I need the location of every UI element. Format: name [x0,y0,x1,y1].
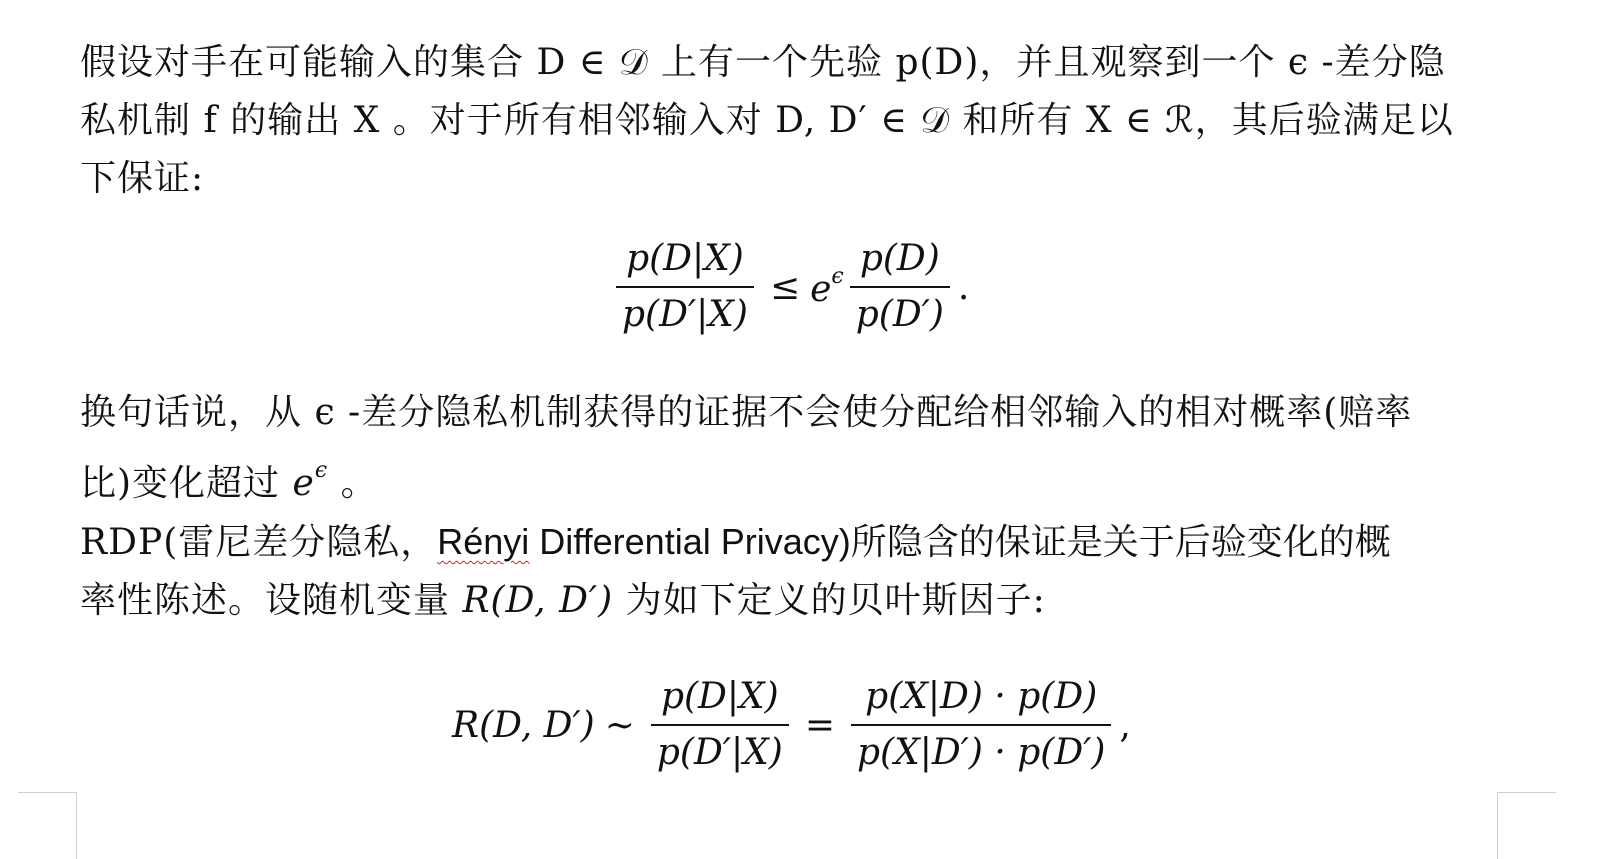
exp-factor [810,264,844,310]
math-inline [292,458,329,504]
exp-base: e [292,463,315,504]
math-inline: R(D, D′) [462,580,614,621]
text-run: 。 [328,463,378,504]
fraction-rhs [850,232,950,342]
fraction-numerator: p(D|X) [626,238,744,279]
text-run: RDP(雷尼差分隐私， [80,522,438,563]
fraction-posterior [651,670,789,780]
paragraph-line [80,442,1540,513]
fraction-denominator: p(D′|X) [622,294,748,335]
bayes-factor-lhs: R(D, D′) [452,704,595,746]
equation-posterior-ratio [610,222,969,352]
fraction-denominator: p(D′) [855,294,944,335]
fraction-likelihood [851,670,1111,780]
fraction-denominator: p(X|D′) · p(D′) [856,732,1106,773]
text-run: 为如下定义的贝叶斯因子: [613,580,1046,621]
fraction-numerator: p(D|X) [660,676,779,717]
paragraph-prior-assumption [80,34,1540,208]
relation-symbol: = [804,704,835,746]
equation-end-punct: . [957,266,970,308]
paragraph-line: 下保证: [80,158,205,199]
page-margin-marker-left [18,792,77,859]
paragraph-line: 私机制 f 的输出 X 。对于所有相邻输入对 D, D′ ∈ 𝒟 和所有 X ∈ ℛ，其后验满足以 [80,100,1454,141]
paragraph-line: 假设对手在可能输入的集合 D ∈ 𝒟 上有一个先验 p(D)，并且观察到一个 ϵ -差分隐 [80,42,1446,83]
exp-power: ϵ [314,458,329,483]
equation-bayes-factor [452,660,1131,790]
exp-power: ϵ [831,264,844,289]
page-margin-marker-right [1497,792,1556,859]
paragraph-rdp [80,513,1540,630]
paragraph-line [80,572,1540,630]
text-run: 率性陈述。设随机变量 [80,580,463,621]
exp-base: e [810,269,832,310]
spellcheck-flagged-word[interactable]: Rényi [437,521,530,562]
paragraph-interpretation [80,384,1540,513]
relation-symbol: ∼ [604,704,635,746]
fraction-denominator: p(D′|X) [656,732,783,773]
fraction-lhs [616,232,754,342]
equation-end-punct: , [1119,704,1131,746]
fraction-numerator: p(D) [859,238,940,279]
text-run: Differential Privacy)所隐含的保证是关于后验变化的概 [529,521,1391,562]
relation-symbol: ≤ [769,266,801,308]
text-run: 比)变化超过 [80,463,293,504]
paragraph-line: 换句话说，从 ϵ -差分隐私机制获得的证据不会使分配给相邻输入的相对概率(赔率 [80,392,1413,433]
paragraph-line [80,513,1540,572]
fraction-numerator: p(X|D) · p(D) [865,676,1098,717]
